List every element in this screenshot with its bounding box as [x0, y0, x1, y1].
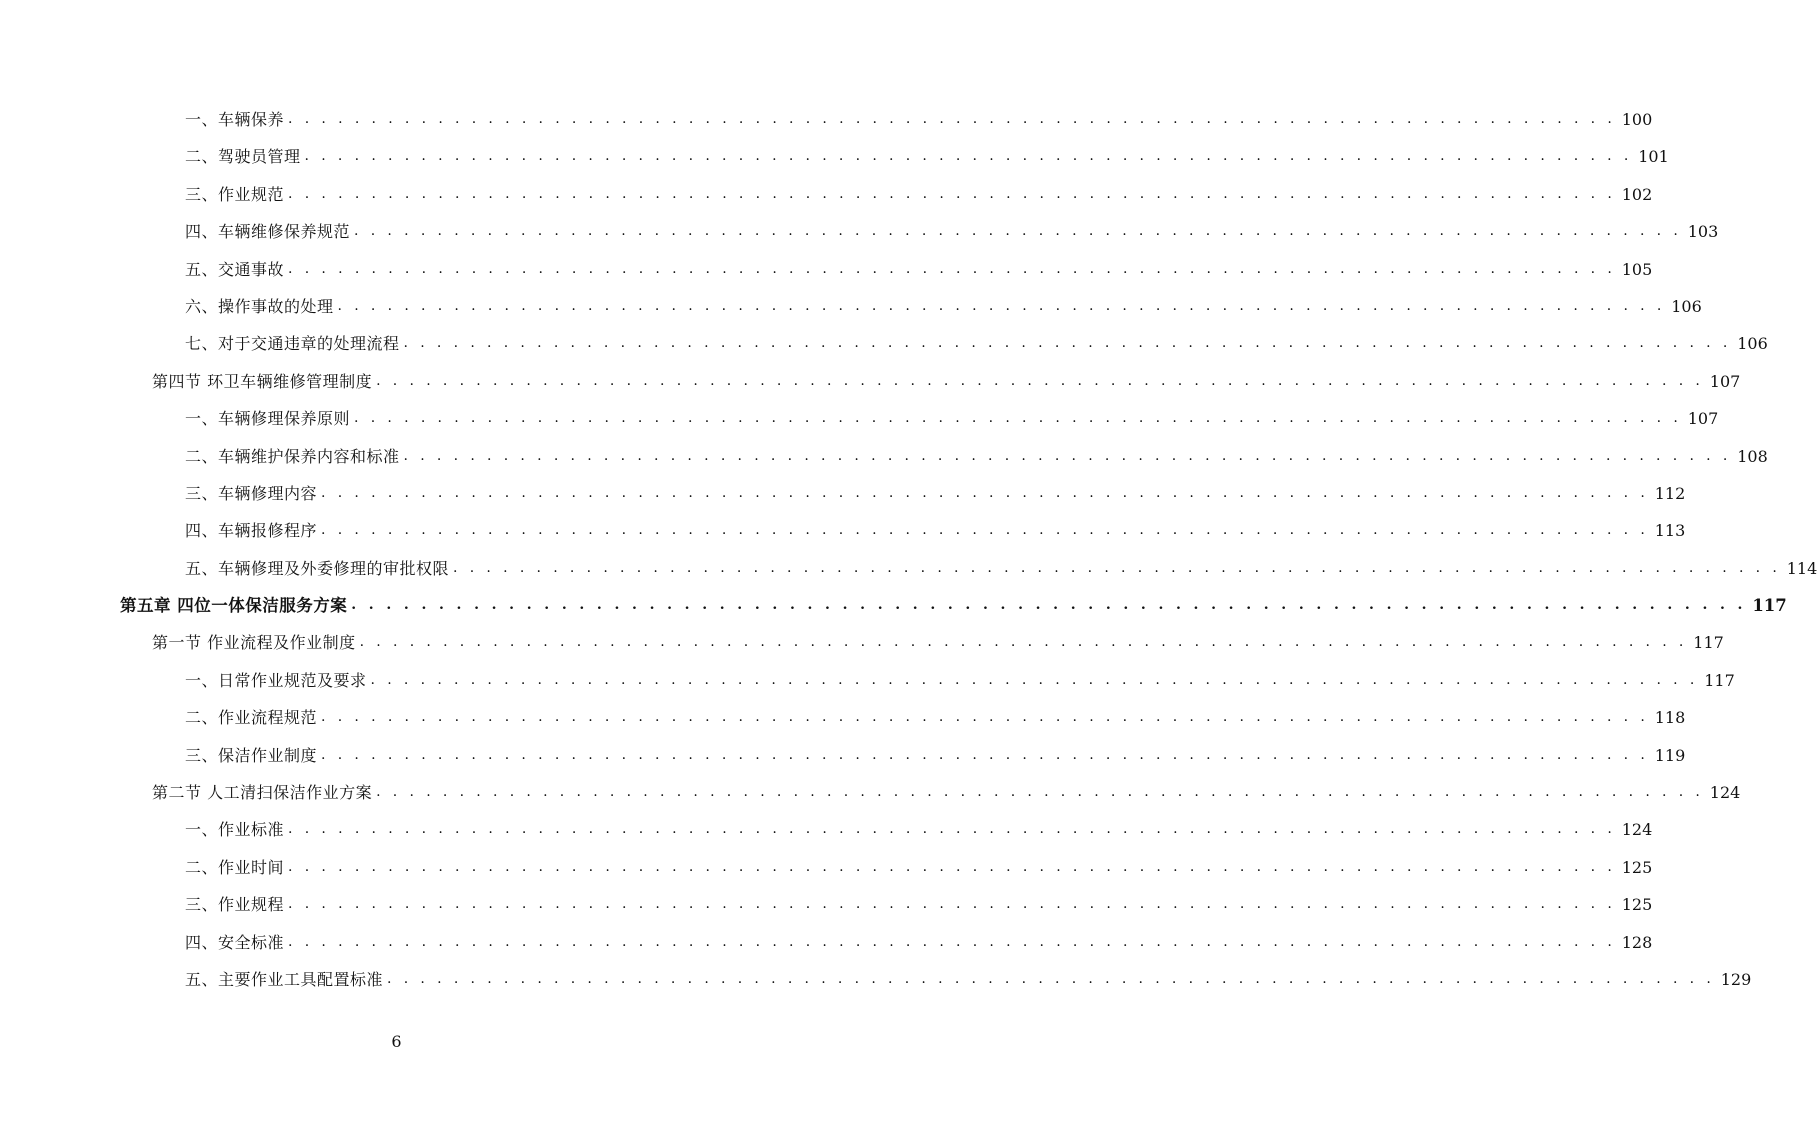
- toc-entry-title: 七、对于交通违章的处理流程: [185, 334, 400, 354]
- toc-entry-page: 100: [1621, 110, 1653, 129]
- toc-dot-leader: . . . . . . . . . . . . . . . . . . . . . . . . . . . . . . . . . . . . . . . . . . . . . . . . . . . . . . . . . . . . . . . . . . . . . . . . . . . . . . . .: [354, 410, 1682, 427]
- toc-entry[interactable]: [0, 662, 1735, 699]
- toc-dot-leader: . . . . . . . . . . . . . . . . . . . . . . . . . . . . . . . . . . . . . . . . . . . . . . . . . . . . . . . . . . . . . . . . . . . . . . . . . . . . . . . .: [288, 185, 1616, 202]
- toc-entry[interactable]: [0, 624, 1724, 661]
- toc-dot-leader: . . . . . . . . . . . . . . . . . . . . . . . . . . . . . . . . . . . . . . . . . . . . . . . . . . . . . . . . . . . . . . . . . . . . . . . . . . . . . . . .: [351, 597, 1747, 614]
- toc-dot-leader: . . . . . . . . . . . . . . . . . . . . . . . . . . . . . . . . . . . . . . . . . . . . . . . . . . . . . . . . . . . . . . . . . . . . . . . . . . . . . . . .: [288, 821, 1616, 838]
- toc-entry-page: 129: [1720, 969, 1752, 989]
- toc-entry-page: 112: [1654, 483, 1686, 503]
- toc-entry[interactable]: [0, 737, 1686, 774]
- toc-dot-leader: . . . . . . . . . . . . . . . . . . . . . . . . . . . . . . . . . . . . . . . . . . . . . . . . . . . . . . . . . . . . . . . . . . . . . . . . . . . . . . . .: [304, 148, 1633, 165]
- toc-entry[interactable]: [0, 438, 1768, 475]
- toc-entry-page: 117: [1693, 633, 1724, 653]
- toc-entry[interactable]: [0, 699, 1686, 736]
- toc-entry-title: 四、车辆维修保养规范: [185, 222, 351, 242]
- toc-dot-leader: . . . . . . . . . . . . . . . . . . . . . . . . . . . . . . . . . . . . . . . . . . . . . . . . . . . . . . . . . . . . . . . . . . . . . . . . . . . . . . . .: [288, 858, 1616, 875]
- toc-entry-page: 125: [1621, 895, 1653, 915]
- toc-entry[interactable]: [0, 550, 1817, 587]
- toc-entry-title: 第一节 作业流程及作业制度: [152, 633, 356, 653]
- toc-entry-page: 124: [1621, 820, 1653, 840]
- toc-dot-leader: . . . . . . . . . . . . . . . . . . . . . . . . . . . . . . . . . . . . . . . . . . . . . . . . . . . . . . . . . . . . . . . . . . . . . . . . . . . . . . . .: [321, 484, 1649, 501]
- toc-entry-title: 五、交通事故: [185, 259, 285, 279]
- toc-entry[interactable]: [0, 774, 1741, 811]
- toc-entry-title: 三、保洁作业制度: [185, 745, 318, 765]
- toc-entry-title: 第四节 环卫车辆维修管理制度: [152, 371, 373, 391]
- toc-dot-leader: . . . . . . . . . . . . . . . . . . . . . . . . . . . . . . . . . . . . . . . . . . . . . . . . . . . . . . . . . . . . . . . . . . . . . . . . . . . . . . . .: [376, 784, 1704, 801]
- toc-entry-page: 106: [1737, 334, 1768, 354]
- toc-entry[interactable]: [0, 325, 1768, 362]
- toc-entry-page: 124: [1709, 783, 1741, 803]
- toc-dot-leader: . . . . . . . . . . . . . . . . . . . . . . . . . . . . . . . . . . . . . . . . . . . . . . . . . . . . . . . . . . . . . . . . . . . . . . . . . . . . . . . .: [321, 522, 1649, 539]
- toc-entry-title: 二、驾驶员管理: [185, 147, 301, 167]
- toc-entry-page: 105: [1621, 259, 1653, 279]
- toc-entry[interactable]: [0, 251, 1653, 288]
- toc-entry-page: 119: [1654, 745, 1686, 765]
- toc-entry-page: 107: [1709, 371, 1741, 391]
- toc-dot-leader: . . . . . . . . . . . . . . . . . . . . . . . . . . . . . . . . . . . . . . . . . . . . . . . . . . . . . . . . . . . . . . . . . . . . . . . . . . . . . . . .: [288, 933, 1616, 950]
- toc-entry-page: 125: [1621, 857, 1653, 877]
- toc-entry-page: 108: [1737, 446, 1768, 466]
- toc-entry-page: 114: [1786, 558, 1817, 578]
- toc-entry-title: 四、安全标准: [185, 932, 285, 952]
- toc-dot-leader: . . . . . . . . . . . . . . . . . . . . . . . . . . . . . . . . . . . . . . . . . . . . . . . . . . . . . . . . . . . . . . . . . . . . . . . . . . . . . . . .: [288, 896, 1616, 913]
- toc-dot-leader: . . . . . . . . . . . . . . . . . . . . . . . . . . . . . . . . . . . . . . . . . . . . . . . . . . . . . . . . . . . . . . . . . . . . . . . . . . . . . . . .: [288, 260, 1616, 277]
- toc-dot-leader: . . . . . . . . . . . . . . . . . . . . . . . . . . . . . . . . . . . . . . . . . . . . . . . . . . . . . . . . . . . . . . . . . . . . . . . . . . . . . . . .: [321, 709, 1649, 726]
- toc-entry[interactable]: [0, 363, 1741, 400]
- toc-entry[interactable]: [0, 924, 1653, 961]
- toc-entry-title: 一、日常作业规范及要求: [185, 670, 367, 690]
- toc-entry-page: 106: [1671, 296, 1702, 316]
- toc-dot-leader: . . . . . . . . . . . . . . . . . . . . . . . . . . . . . . . . . . . . . . . . . . . . . . . . . . . . . . . . . . . . . . . . . . . . . . . . . . . . . . . .: [376, 372, 1704, 389]
- toc-entry-title: 第五章 四位一体保洁服务方案: [120, 596, 348, 616]
- toc-entry[interactable]: [0, 475, 1686, 512]
- toc-entry[interactable]: [0, 587, 1787, 624]
- toc-entry[interactable]: [0, 961, 1752, 998]
- toc-entry[interactable]: [0, 886, 1653, 923]
- toc-entry-page: 107: [1687, 409, 1719, 429]
- toc-dot-leader: . . . . . . . . . . . . . . . . . . . . . . . . . . . . . . . . . . . . . . . . . . . . . . . . . . . . . . . . . . . . . . . . . . . . . . . . . . . . . . . .: [403, 447, 1732, 464]
- toc-entry-title: 五、车辆修理及外委修理的审批权限: [185, 558, 450, 578]
- toc-entry-title: 二、作业流程规范: [185, 708, 318, 728]
- toc-entry-page: 102: [1621, 184, 1653, 204]
- toc-entry[interactable]: [0, 101, 1653, 138]
- toc-dot-leader: . . . . . . . . . . . . . . . . . . . . . . . . . . . . . . . . . . . . . . . . . . . . . . . . . . . . . . . . . . . . . . . . . . . . . . . . . . . . . . . .: [453, 559, 1781, 576]
- toc-dot-leader: . . . . . . . . . . . . . . . . . . . . . . . . . . . . . . . . . . . . . . . . . . . . . . . . . . . . . . . . . . . . . . . . . . . . . . . . . . . . . . . .: [354, 223, 1682, 240]
- toc-entry-title: 一、作业标准: [185, 820, 285, 840]
- toc-entry-page: 103: [1687, 222, 1719, 242]
- toc-entry[interactable]: [0, 512, 1686, 549]
- toc-entry-title: 五、主要作业工具配置标准: [185, 969, 384, 989]
- toc-entry-title: 一、车辆保养: [185, 110, 285, 129]
- toc-entry[interactable]: [0, 213, 1719, 250]
- page-number: 6: [391, 1032, 402, 1051]
- toc-dot-leader: . . . . . . . . . . . . . . . . . . . . . . . . . . . . . . . . . . . . . . . . . . . . . . . . . . . . . . . . . . . . . . . . . . . . . . . . . . . . . . . .: [288, 111, 1616, 127]
- toc-entry-page: 113: [1654, 521, 1686, 541]
- toc-entry-page: 117: [1752, 596, 1787, 616]
- toc-entry[interactable]: [0, 288, 1702, 325]
- toc-entry-page: 101: [1638, 147, 1669, 167]
- toc-dot-leader: . . . . . . . . . . . . . . . . . . . . . . . . . . . . . . . . . . . . . . . . . . . . . . . . . . . . . . . . . . . . . . . . . . . . . . . . . . . . . . . .: [337, 297, 1666, 314]
- toc-entry-title: 四、车辆报修程序: [185, 521, 318, 541]
- toc-dot-leader: . . . . . . . . . . . . . . . . . . . . . . . . . . . . . . . . . . . . . . . . . . . . . . . . . . . . . . . . . . . . . . . . . . . . . . . . . . . . . . . .: [321, 746, 1649, 763]
- toc-entry-title: 第二节 人工清扫保洁作业方案: [152, 783, 373, 803]
- toc-entry[interactable]: [0, 811, 1653, 848]
- toc-entry-title: 二、作业时间: [185, 857, 285, 877]
- toc-entry[interactable]: [0, 138, 1669, 175]
- toc-entry-page: 117: [1704, 670, 1735, 690]
- toc-entry-title: 二、车辆维护保养内容和标准: [185, 446, 400, 466]
- toc-dot-leader: . . . . . . . . . . . . . . . . . . . . . . . . . . . . . . . . . . . . . . . . . . . . . . . . . . . . . . . . . . . . . . . . . . . . . . . . . . . . . . . .: [387, 970, 1715, 987]
- toc-entry-title: 三、作业规程: [185, 895, 285, 915]
- toc-entry-page: 118: [1654, 708, 1686, 728]
- toc-entry-title: 一、车辆修理保养原则: [185, 409, 351, 429]
- toc-entry-page: 128: [1621, 932, 1653, 952]
- toc-entry[interactable]: [0, 849, 1653, 886]
- toc-entry[interactable]: [0, 400, 1719, 437]
- toc-entry-title: 三、车辆修理内容: [185, 483, 318, 503]
- toc-dot-leader: . . . . . . . . . . . . . . . . . . . . . . . . . . . . . . . . . . . . . . . . . . . . . . . . . . . . . . . . . . . . . . . . . . . . . . . . . . . . . . . .: [370, 671, 1699, 688]
- toc-dot-leader: . . . . . . . . . . . . . . . . . . . . . . . . . . . . . . . . . . . . . . . . . . . . . . . . . . . . . . . . . . . . . . . . . . . . . . . . . . . . . . . .: [359, 634, 1688, 651]
- toc-entry-title: 三、作业规范: [185, 184, 285, 204]
- toc-dot-leader: . . . . . . . . . . . . . . . . . . . . . . . . . . . . . . . . . . . . . . . . . . . . . . . . . . . . . . . . . . . . . . . . . . . . . . . . . . . . . . . .: [403, 335, 1732, 352]
- toc-entry-title: 六、操作事故的处理: [185, 296, 334, 316]
- table-of-contents: [0, 101, 1817, 998]
- toc-entry[interactable]: [0, 176, 1653, 213]
